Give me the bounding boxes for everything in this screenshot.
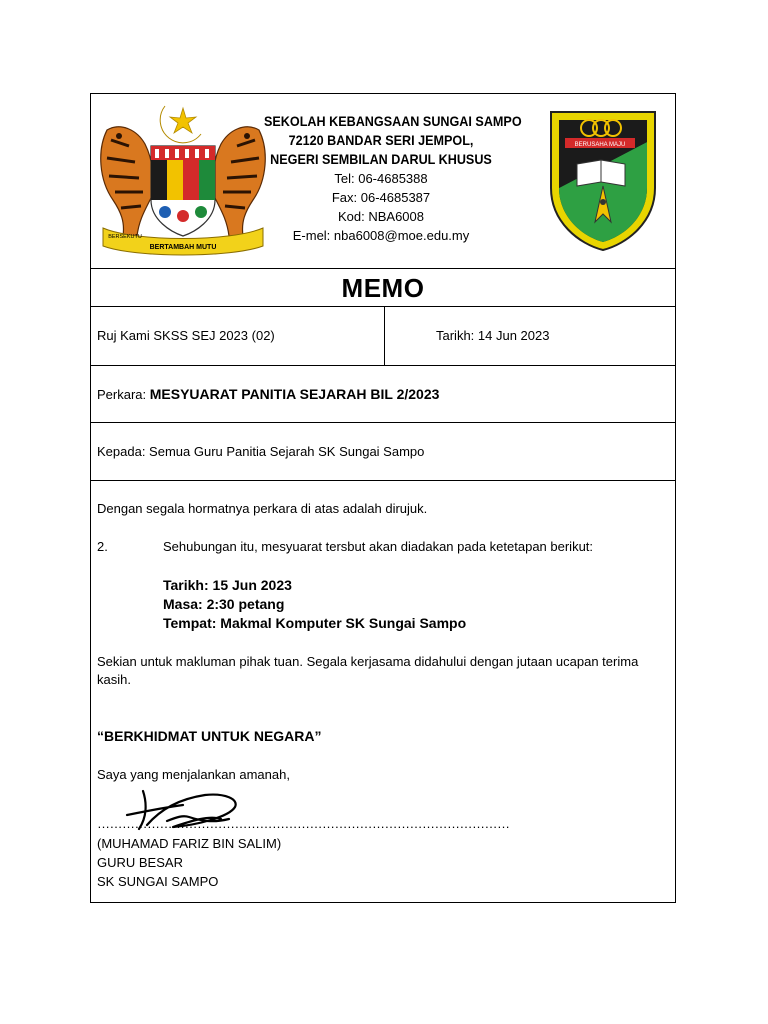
memo-body [91, 481, 675, 903]
handwritten-signature [117, 781, 247, 841]
memo-document [90, 93, 676, 903]
subject-value: MESYUARAT PANITIA SEJARAH BIL 2/2023 [149, 386, 440, 402]
memo-title: MEMO [341, 273, 425, 303]
signature-line: ……………………………………………………………………………………… [97, 816, 510, 831]
closing-paragraph-line1: Sekian untuk makluman pihak tuan. Segala kerjasama didahului dengan jutaan ucapan terima [97, 654, 639, 669]
meeting-date: Tarikh: 15 Jun 2023 [163, 577, 292, 593]
subject [97, 386, 439, 402]
closing-paragraph-line2: kasih. [97, 672, 131, 687]
paragraph-2-text: Sehubungan itu, mesyuarat tersbut akan diadakan pada ketetapan berikut: [163, 539, 594, 554]
school-email: E-mel: nba6008@moe.edu.my [292, 228, 470, 243]
reference-number: Ruj Kami SKSS SEJ 2023 (02) [97, 328, 275, 343]
letterhead [91, 94, 675, 269]
column-divider [384, 307, 385, 365]
meeting-place: Tempat: Makmal Komputer SK Sungai Sampo [163, 615, 467, 631]
malaysia-coat-of-arms-icon [95, 100, 271, 258]
school-logo-banner: BERUSAHA MAJU [574, 142, 626, 148]
school-info [251, 112, 522, 245]
school-tel: Tel: 06-4685388 [334, 171, 428, 186]
meeting-time: Masa: 2:30 petang [163, 596, 285, 612]
subject-row [91, 366, 675, 423]
sign-off: Saya yang menjalankan amanah, [97, 767, 290, 782]
recipient: Kepada: Semua Guru Panitia Sejarah SK Sungai Sampo [97, 444, 425, 459]
opening-paragraph: Dengan segala hormatnya perkara di atas adalah dirujuk. [97, 501, 428, 516]
motto: “BERKHIDMAT UNTUK NEGARA” [97, 728, 322, 744]
school-name: SEKOLAH KEBANGSAAN SUNGAI SAMPO [264, 113, 522, 129]
paragraph-number: 2. [97, 539, 108, 554]
school-state-line: NEGERI SEMBILAN DARUL KHUSUS [270, 151, 492, 167]
memo-title-row [91, 269, 675, 307]
school-logo-icon [537, 102, 669, 254]
signer-school: SK SUNGAI SAMPO [97, 874, 219, 889]
crest-motto-left: BERSEKUTU [108, 234, 142, 240]
subject-label: Perkara: [97, 387, 150, 402]
reference-row [91, 307, 675, 366]
memo-date: Tarikh: 14 Jun 2023 [436, 328, 550, 343]
school-address-line: 72120 BANDAR SERI JEMPOL, [288, 132, 474, 148]
crest-motto-center: BERTAMBAH MUTU [149, 244, 217, 251]
recipient-row [91, 423, 675, 481]
school-code: Kod: NBA6008 [337, 209, 424, 224]
signer-name: (MUHAMAD FARIZ BIN SALIM) [97, 836, 282, 851]
school-fax: Fax: 06-4685387 [331, 190, 431, 205]
signer-title: GURU BESAR [97, 855, 183, 870]
